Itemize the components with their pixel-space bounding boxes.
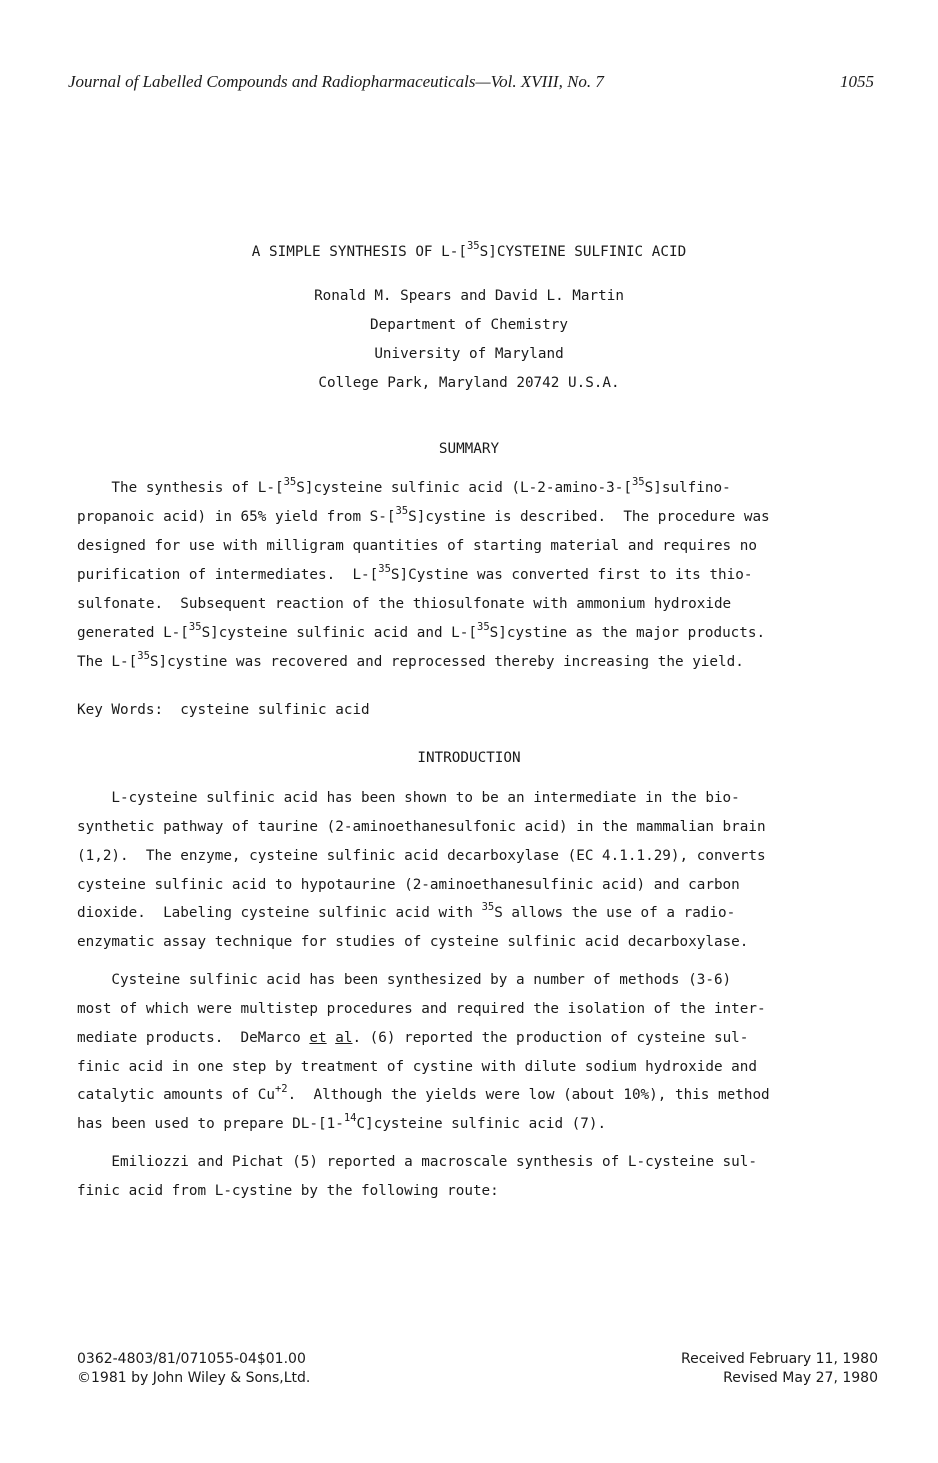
received-date: Received February 11, 1980 <box>681 1351 878 1367</box>
footer-left <box>77 1350 310 1388</box>
authors: Ronald M. Spears and David L. Martin <box>314 288 624 304</box>
text-line: Cysteine sulfinic acid has been synthesized by a number of methods (3-6) <box>77 972 732 988</box>
affiliation-department: Department of Chemistry <box>370 317 568 333</box>
copyright: ©1981 by John Wiley & Sons,Ltd. <box>77 1370 311 1386</box>
affiliation-university: University of Maryland <box>374 346 564 362</box>
text-line: (1,2). The enzyme, cysteine sulfinic acid decarboxylase (EC 4.1.1.29), converts <box>77 848 766 864</box>
italic-al: al <box>335 1030 353 1046</box>
text-line: The synthesis of L-[$^{35}$S]cysteine sulfinic acid (L-2-amino-3-[$^{35}$S]sulfino- <box>77 476 731 496</box>
article-title: A SIMPLE SYNTHESIS OF L-[$^{35}$S]CYSTEINE SULFINIC ACID <box>251 240 687 260</box>
text-line: sulfonate. Subsequent reaction of the thiosulfonate with ammonium hydroxide <box>77 596 732 612</box>
text-line: dioxide. Labeling cysteine sulfinic acid with $^{35}$S allows the use of a radio- <box>77 901 736 921</box>
text-line: generated L-[$^{35}$S]cysteine sulfinic acid and L-[$^{35}$S]cystine as the major products. <box>77 621 766 641</box>
text-line: enzymatic assay technique for studies of cysteine sulfinic acid decarboxylase. <box>77 934 749 950</box>
text-line: most of which were multistep procedures and required the isolation of the inter- <box>77 1001 766 1017</box>
page-number: 1055 <box>840 72 874 91</box>
affiliation-address: College Park, Maryland 20742 U.S.A. <box>318 375 620 391</box>
italic-et: et <box>309 1030 327 1046</box>
text-line: The L-[$^{35}$S]cystine was recovered and reprocessed thereby increasing the yield. <box>77 650 744 670</box>
text-line: synthetic pathway of taurine (2-aminoethanesulfonic acid) in the mammalian brain <box>77 819 766 835</box>
text-line: finic acid from L-cystine by the following route: <box>77 1183 499 1199</box>
text-line: has been used to prepare DL-[1-$^{14}$C]cysteine sulfinic acid (7). <box>77 1112 607 1132</box>
text-line: cysteine sulfinic acid to hypotaurine (2-aminoethanesulfinic acid) and carbon <box>77 877 740 893</box>
text-line: purification of intermediates. L-[$^{35}$S]Cystine was converted first to its thio- <box>77 563 753 583</box>
key-words: Key Words: cysteine sulfinic acid <box>77 702 370 718</box>
text-line: catalytic amounts of $Cu^{+2}$. Although the yields were low (about 10%), this method <box>77 1083 770 1103</box>
text-line: finic acid in one step by treatment of cystine with dilute sodium hydroxide and <box>77 1059 757 1075</box>
text-line: designed for use with milligram quantities of starting material and requires no <box>77 538 757 554</box>
text-line: L-cysteine sulfinic acid has been shown to be an intermediate in the bio- <box>77 790 740 806</box>
article-code: 0362-4803/81/071055-04$01.00 <box>77 1351 306 1367</box>
text-line: Emiliozzi and Pichat (5) reported a macroscale synthesis of L-cysteine sul- <box>77 1154 757 1170</box>
text-line: mediate products. DeMarco et al. (6) reported the production of cysteine sul- <box>77 1030 749 1046</box>
revised-date: Revised May 27, 1980 <box>723 1370 878 1386</box>
journal-title: Journal of Labelled Compounds and Radiopharmaceuticals—Vol. XVIII, No. 7 <box>68 72 604 91</box>
introduction-heading: INTRODUCTION <box>417 750 521 766</box>
footer-right <box>681 1350 878 1388</box>
summary-heading: SUMMARY <box>438 441 500 457</box>
text-line: propanoic acid) in 65% yield from S-[$^{35}$S]cystine is described. The procedure was <box>77 505 770 525</box>
